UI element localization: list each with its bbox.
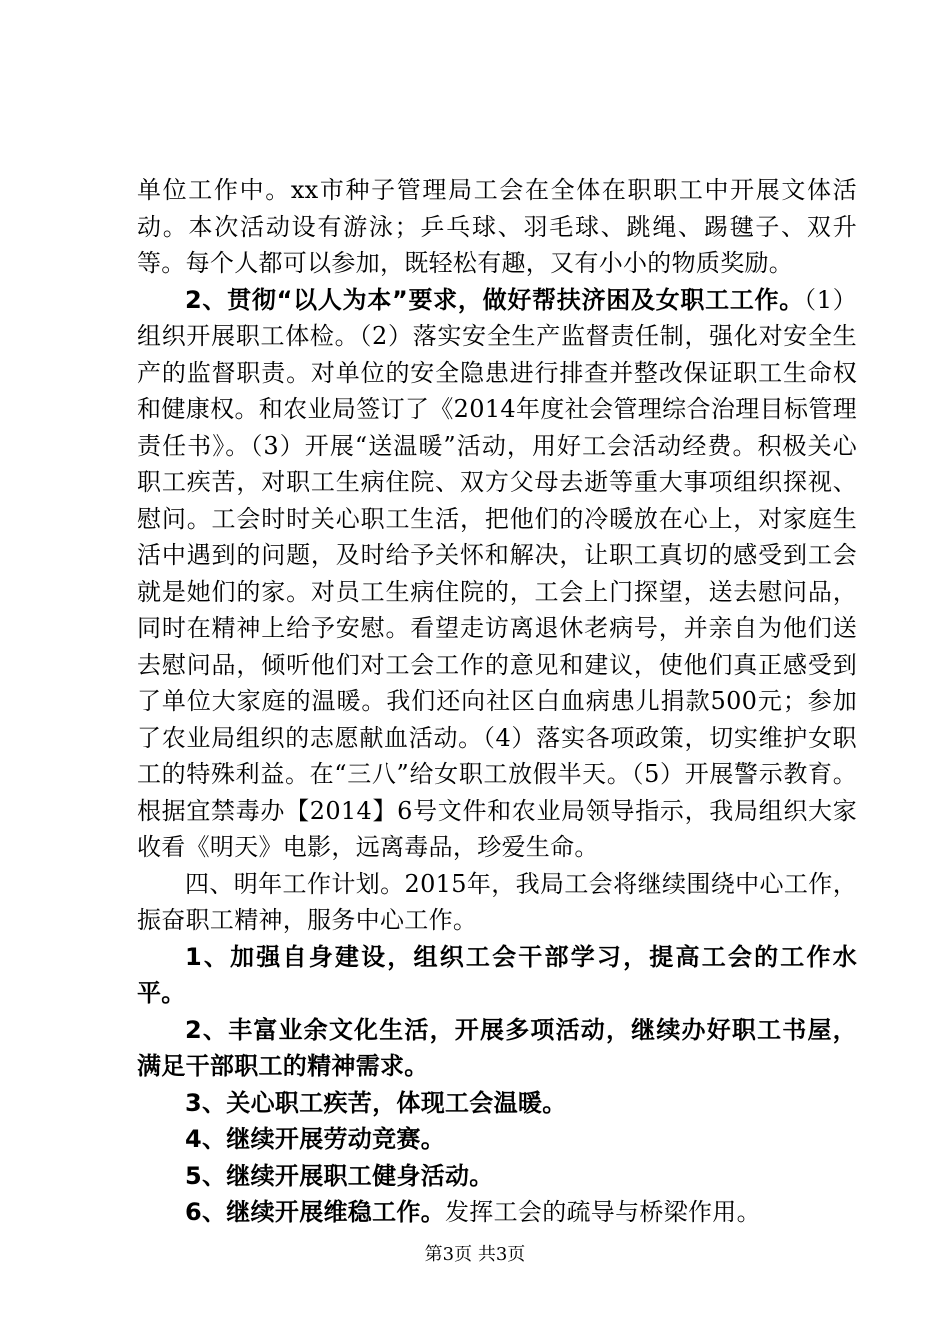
paragraph-assistance: 2、贯彻“以人为本”要求，做好帮扶济困及女职工工作。（1）组织开展职工体检。（2）落实安全生产监督责任制，强化对安全生产的监督职责。对单位的安全隐患进行排查并整改保证职工生命权和健康权。和农业局签订了《2014年度社会管理综合治理目标管理责任书》。（3）开展“送温暖”活动，用好工会活动经费。积极关心职工疾苦，对职工生病住院、双方父母去逝等重大事项组织探视、慰问。工会时时关心职工生活，把他们的冷暖放在心上，对家庭生活中遇到的问题，及时给予关怀和解决，让职工真切的感受到工会就是她们的家。对员工生病住院的，工会上门探望，送去慰问品，同时在精神上给予安慰。看望走访离退休老病号，并亲自为他们送去慰问品，倾听他们对工会工作的意见和建议，使他们真正感受到了单位大家庭的温暖。我们还向社区白血病患儿捐款500元；参加了农业局组织的志愿献血活动。（4）落实各项政策，切实维护女职工的特殊利益。在“三八”给女职工放假半天。（5）开展警示教育。根据宜禁毒办【2014】6号文件和农业局领导指示，我局组织大家收看《明天》电影，远离毒品，珍爱生命。 bbox=[137, 285, 857, 861]
plan-item-1: 1、加强自身建设，组织工会干部学习，提高工会的工作水平。 bbox=[137, 942, 857, 1007]
section-heading: 2、贯彻“以人为本”要求，做好帮扶济困及女职工工作。 bbox=[185, 285, 804, 314]
plan-item-6: 6、继续开展维稳工作。发挥工会的疏导与桥梁作用。 bbox=[185, 1198, 761, 1226]
plan-item-2: 2、丰富业余文化生活，开展多项活动，继续办好职工书屋，满足干部职工的精神需求。 bbox=[137, 1015, 857, 1080]
page-footer: 第3页 共3页 bbox=[424, 1244, 526, 1265]
document-body bbox=[137, 172, 857, 1231]
plan-item-5: 5、继续开展职工健身活动。 bbox=[185, 1161, 494, 1190]
paragraph-activities: 单位工作中。xx市种子管理局工会在全体在职职工中开展文体活动。本次活动设有游泳；乒乓球、羽毛球、跳绳、踢毽子、双升等。每个人都可以参加，既轻松有趣，又有小小的物质奖励。 bbox=[137, 176, 857, 277]
paragraph-next-year-plan: 四、明年工作计划。2015年，我局工会将继续围绕中心工作，振奋职工精神，服务中心工作。 bbox=[137, 869, 857, 934]
plan-item-3: 3、关心职工疾苦，体现工会温暖。 bbox=[185, 1088, 567, 1117]
plan-item-4: 4、继续开展劳动竞赛。 bbox=[185, 1125, 445, 1153]
